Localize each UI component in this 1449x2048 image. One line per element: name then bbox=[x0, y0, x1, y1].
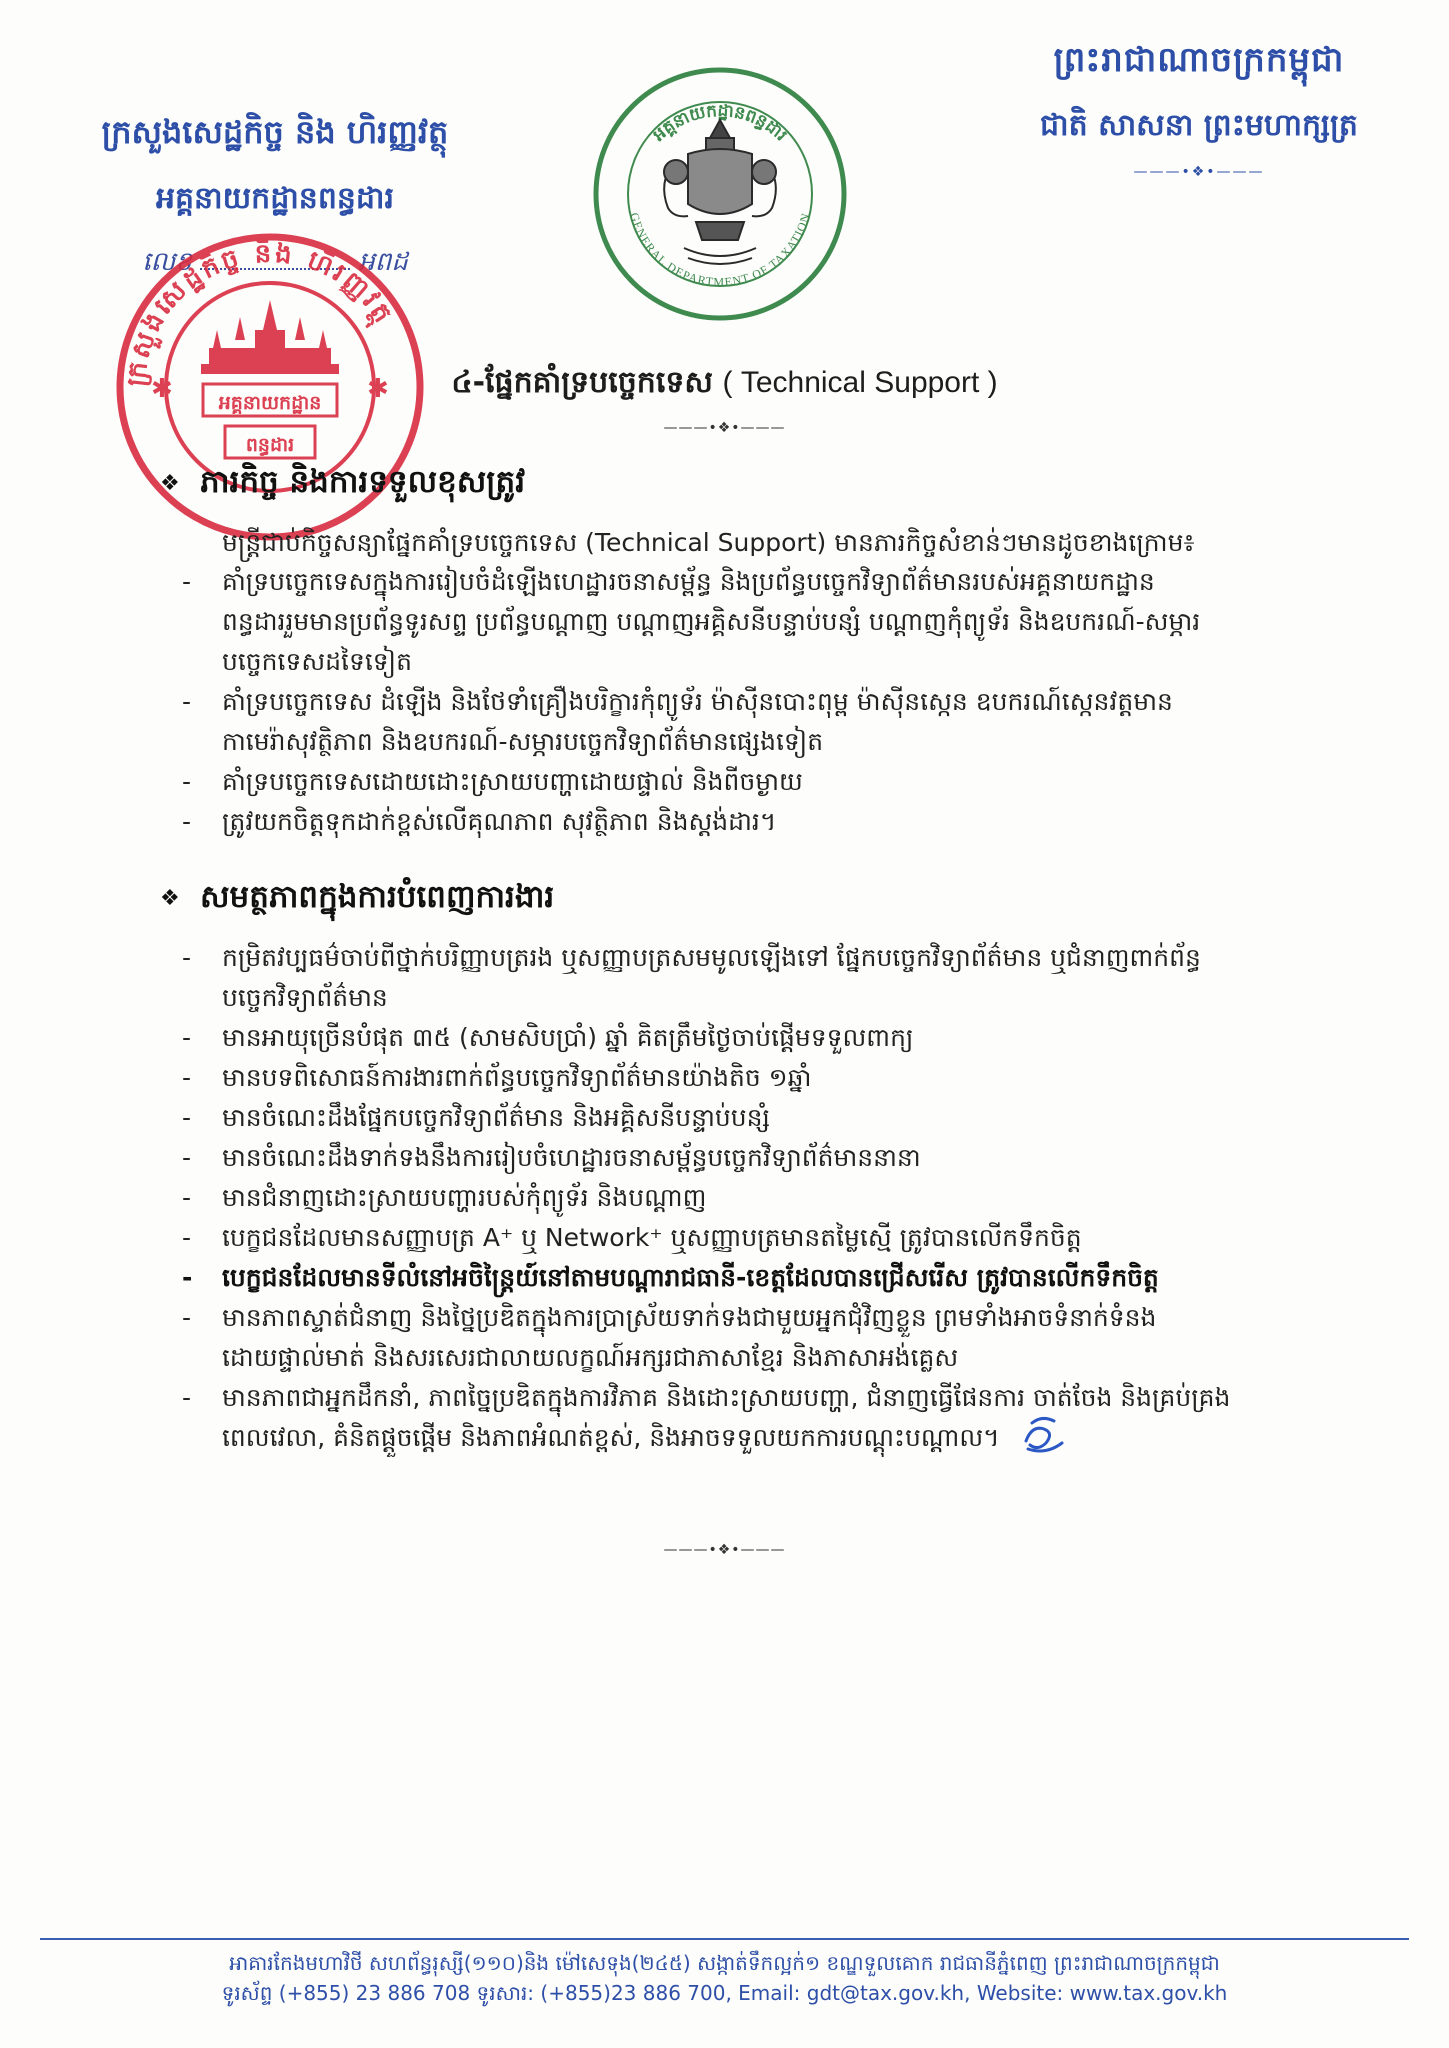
list-item: - គាំទ្របច្ចេកទេស ដំឡើង និងថែទាំគ្រឿងបរិក្ខារកុំព្យូទ័រ ម៉ាស៊ីនបោះពុម្ព ម៉ាស៊ីនស្កេន ឧបករណ៍ស្កេនវត្តមាន bbox=[182, 687, 1173, 716]
list-item: កាមេរ៉ាសុវត្ថិភាព និងឧបករណ៍-សម្ភារបច្ចេកវិទ្យាព័ត៌មានផ្សេងទៀត bbox=[222, 727, 824, 756]
list-item: - មានចំណេះដឹងទាក់ទងនឹងការរៀបចំហេដ្ឋារចនាសម្ព័ន្ធបច្ចេកវិទ្យាព័ត៌មាននានា bbox=[182, 1143, 921, 1172]
list-item: - មានភាពស្ទាត់ជំនាញ និងថ្នៃប្រឌិតក្នុងការប្រាស្រ័យទាក់ទងជាមួយអ្នកជុំវិញខ្លួន ព្រមទាំងអាចទំនាក់ទំនង bbox=[182, 1303, 1157, 1332]
seal-khmer-text: អគ្គនាយកដ្ឋានពន្ធដារ bbox=[649, 100, 792, 146]
svg-text:អគ្គនាយកដ្ឋាន: អគ្គនាយកដ្ឋាន bbox=[218, 392, 322, 414]
footer-address bbox=[0, 1948, 1449, 2008]
stamp-ring-text: ក្រសួងសេដ្ឋកិច្ច និង ហិរញ្ញវត្ថុ bbox=[121, 238, 400, 388]
section-duties-heading: ❖ ភារកិច្ច និងការទទួលខុសត្រូវ bbox=[160, 464, 526, 500]
list-item: - មានបទពិសោធន៍ការងារពាក់ព័ន្ធបច្ចេកវិទ្យាព័ត៌មានយ៉ាងតិច ១ឆ្នាំ bbox=[182, 1063, 812, 1092]
duties-list bbox=[182, 562, 1312, 842]
seal-english-text: GENERAL DEPARTMENT OF TAXATION bbox=[627, 211, 813, 290]
list-item: - មានជំនាញដោះស្រាយបញ្ហារបស់កុំព្យូទ័រ និងបណ្តាញ bbox=[182, 1183, 707, 1212]
gdt-seal-logo bbox=[588, 62, 853, 327]
list-item: - មានចំណេះដឹងផ្នែកបច្ចេកវិទ្យាព័ត៌មាន និងអគ្គិសនីបន្ទាប់បន្សំ bbox=[182, 1103, 770, 1132]
kingdom-ornament: ———•❖•——— bbox=[1133, 164, 1265, 180]
list-item: បច្ចេកវិទ្យាព័ត៌មាន bbox=[222, 983, 388, 1012]
ref-suffix: អពដ bbox=[358, 247, 408, 277]
list-item: - មានអាយុច្រើនបំផុត ៣៥ (សាមសិបប្រាំ) ឆ្នាំ គិតត្រឹមថ្ងៃចាប់ផ្តើមទទួលពាក្យ bbox=[182, 1023, 914, 1052]
footer-contact-line: ទូរស័ព្ទ (+855) 23 886 708 ទូរសារ: (+855)23 886 700, Email: gdt@tax.gov.kh, Website: www.tax.gov.kh bbox=[221, 1981, 1228, 2005]
section-duties-intro: មន្ត្រីជាប់កិច្ចសន្យាផ្នែកគាំទ្របច្ចេកទេស (Technical Support) មានភារកិច្ចសំខាន់ៗមានដូចខាងក្រោម៖ bbox=[222, 528, 1195, 557]
list-item: - គាំទ្របច្ចេកទេសដោយដោះស្រាយបញ្ហាដោយផ្ទាល់ និងពីចម្ងាយ bbox=[182, 767, 803, 796]
list-item: - កម្រិតវប្បធម៌ចាប់ពីថ្នាក់បរិញ្ញាបត្ររង ឬសញ្ញាបត្រសមមូលឡើងទៅ ផ្នែកបច្ចេកវិទ្យាព័ត៌មាន ឬជំនាញពាក់ព័ន្ធ bbox=[182, 943, 1201, 972]
list-item: - បេក្ខជនដែលមានសញ្ញាបត្រ A⁺ ឬ Network⁺ ឬសញ្ញាបត្រមានតម្លៃស្មើ ត្រូវបានលើកទឹកចិត្ត bbox=[182, 1223, 1082, 1252]
list-item: បច្ចេកទេសដទៃទៀត bbox=[222, 647, 412, 676]
qualifications-list bbox=[182, 938, 1312, 1459]
kingdom-header bbox=[989, 38, 1409, 180]
kingdom-motto: ជាតិ សាសនា ព្រះមហាក្សត្រ bbox=[1040, 108, 1358, 143]
list-item: - គាំទ្របច្ចេកទេសក្នុងការរៀបចំដំឡើងហេដ្ឋារចនាសម្ព័ន្ធ និងប្រព័ន្ធបច្ចេកវិទ្យាព័ត៌មានរបស់អគ្គនាយកដ្ឋាន bbox=[182, 567, 1155, 596]
footer-rule bbox=[40, 1938, 1409, 1940]
footer-address-line: អាគារកែងមហាវិថី សហព័ន្ធរុស្សី(១១០)និង ម៉ៅសេទុង(២៤៥) សង្កាត់ទឹកល្អក់១ ខណ្ឌទួលគោក រាជធានីភ្នំពេញ ព្រះរាជាណាចក្រកម្ពុជា bbox=[229, 1951, 1220, 1975]
title-khmer: ៤-ផ្នែកគាំទ្របច្ចេកទេស bbox=[451, 365, 713, 400]
diamond-bullet-icon: ❖ bbox=[160, 471, 180, 496]
diamond-bullet-icon: ❖ bbox=[160, 886, 180, 911]
list-item: ដោយផ្ទាល់មាត់ និងសរសេរជាលាយលក្ខណ៍អក្សរជាភាសាខ្មែរ និងភាសាអង់គ្លេស bbox=[222, 1343, 959, 1372]
list-item: - បេក្ខជនដែលមានទីលំនៅអចិន្ត្រៃយ៍នៅតាមបណ្តារាជធានី-ខេត្តដែលបានជ្រើសរើស ត្រូវបានលើកទឹកចិត្ត bbox=[182, 1263, 1159, 1292]
end-divider: ———•❖•——— bbox=[663, 1542, 786, 1558]
svg-text:✱: ✱ bbox=[151, 374, 173, 404]
initial-signature-icon bbox=[1020, 1415, 1066, 1455]
list-item: - មានភាពជាអ្នកដឹកនាំ, ភាពច្នៃប្រឌិតក្នុងការវិភាគ និងដោះស្រាយបញ្ហា, ជំនាញធ្វើផែនការ ចាត់ចែង និងគ្រប់គ្រង bbox=[182, 1383, 1231, 1412]
list-item: ពេលវេលា, គំនិតផ្តួចផ្តើម និងភាពអំណត់ខ្ពស់, និងអាចទទួលយកការបណ្តុះបណ្តាល។ bbox=[182, 1418, 1312, 1459]
svg-text:ពន្ធដារ: ពន្ធដារ bbox=[245, 434, 295, 456]
department-name: អគ្គនាយកដ្ឋានពន្ធដារ bbox=[155, 181, 395, 216]
title-divider: ———•❖•——— bbox=[663, 420, 786, 436]
svg-text:✱: ✱ bbox=[367, 374, 389, 404]
title-english: ( Technical Support ) bbox=[722, 366, 998, 399]
ref-prefix: លេខ bbox=[142, 247, 192, 277]
kingdom-title: ព្រះរាជាណាចក្រកម្ពុជា bbox=[1053, 40, 1345, 80]
ministry-name: ក្រសួងសេដ្ឋកិច្ច និង ហិរញ្ញវត្ថុ bbox=[101, 113, 449, 151]
page-title bbox=[0, 363, 1449, 407]
section-qualifications-heading: ❖ សមត្ថភាពក្នុងការបំពេញការងារ bbox=[160, 879, 555, 915]
list-item: ពន្ធដាររួមមានប្រព័ន្ធទូរសព្ទ ប្រព័ន្ធបណ្តាញ បណ្តាញអគ្គិសនីបន្ទាប់បន្សំ បណ្តាញកុំព្យូទ័រ និងឧបករណ៍-សម្ភារ bbox=[222, 607, 1201, 636]
list-item: - ត្រូវយកចិត្តទុកដាក់ខ្ពស់លើគុណភាព សុវត្ថិភាព និងស្តង់ដារ។ bbox=[182, 807, 777, 836]
